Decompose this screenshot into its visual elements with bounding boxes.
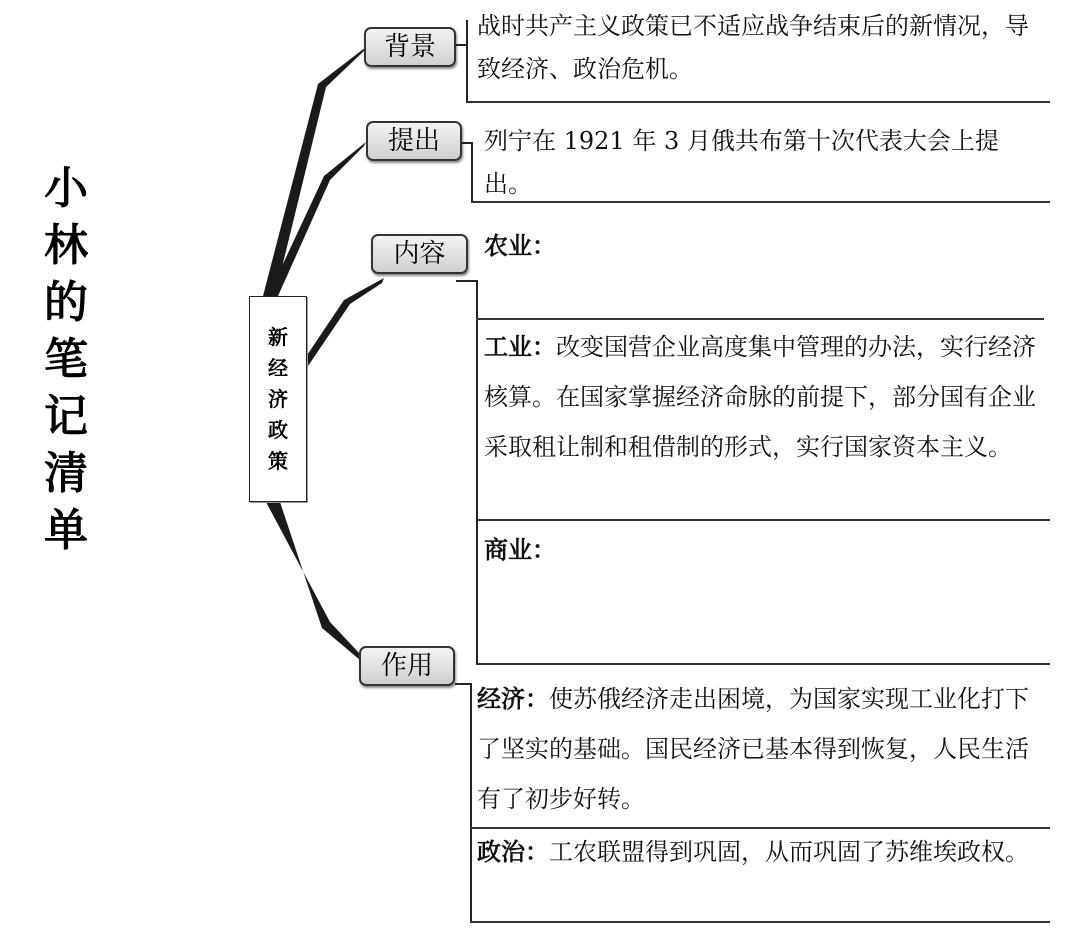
bracket-line (476, 280, 478, 665)
center-topic-box (249, 296, 307, 502)
economy-label: 经济： (477, 684, 549, 713)
divider-line (476, 663, 1050, 665)
center-topic-char: 新 (268, 324, 288, 349)
background-text: 战时共产主义政策已不适应战争结束后的新情况，导致经济、政治危机。 (477, 12, 1029, 83)
agriculture-item (484, 224, 1044, 268)
politics-text: 工农联盟得到巩固，从而巩固了苏维埃政权。 (549, 838, 1029, 866)
politics-label: 政治： (477, 837, 549, 866)
commerce-label: 商业： (484, 535, 556, 564)
industry-label: 工业： (484, 332, 556, 361)
node-proposal: 提出 (366, 121, 462, 161)
side-title-char: 清 (44, 448, 88, 499)
bracket-line (466, 20, 468, 103)
branch-effect (266, 502, 360, 660)
center-topic-char: 策 (268, 448, 288, 473)
divider-line (470, 827, 1050, 829)
bracket-line (471, 142, 473, 203)
industry-text: 改变国营企业高度集中管理的办法，实行经济核算。在国家掌握经济命脉的前提下，部分国有企业采取租让制和租借制的形式，实行国家资本主义。 (484, 333, 1036, 461)
politics-item (477, 830, 1047, 874)
node-content: 内容 (371, 234, 468, 274)
side-title (34, 160, 98, 559)
economy-item (477, 674, 1047, 824)
industry-item (484, 322, 1044, 472)
side-title-char: 单 (44, 505, 88, 556)
center-topic-char: 政 (268, 417, 288, 442)
connector-line (456, 280, 478, 282)
economy-text: 使苏俄经济走出困境，为国家实现工业化打下了坚实的基础。国民经济已基本得到恢复，人民生活有了初步好转。 (477, 685, 1029, 813)
center-topic-char: 经 (268, 355, 288, 380)
bracket-line (470, 683, 472, 923)
center-topic-char: 济 (268, 386, 288, 411)
node-background: 背景 (364, 27, 456, 67)
divider-line (470, 921, 1050, 923)
agriculture-label: 农业： (484, 231, 556, 260)
divider-line (476, 519, 1050, 521)
side-title-char: 笔 (44, 334, 88, 385)
proposal-text: 列宁在 1921 年 3 月俄共布第十次代表大会上提出。 (484, 127, 999, 198)
side-title-char: 记 (44, 391, 88, 442)
commerce-item (484, 528, 1044, 572)
side-title-char: 小 (44, 163, 88, 214)
divider-line (476, 318, 1044, 320)
branch-proposal (268, 142, 366, 296)
side-title-char: 林 (44, 220, 88, 271)
branch-background (263, 47, 366, 296)
divider-line (466, 101, 1050, 103)
side-title-char: 的 (44, 277, 88, 328)
node-effect: 作用 (359, 646, 455, 686)
